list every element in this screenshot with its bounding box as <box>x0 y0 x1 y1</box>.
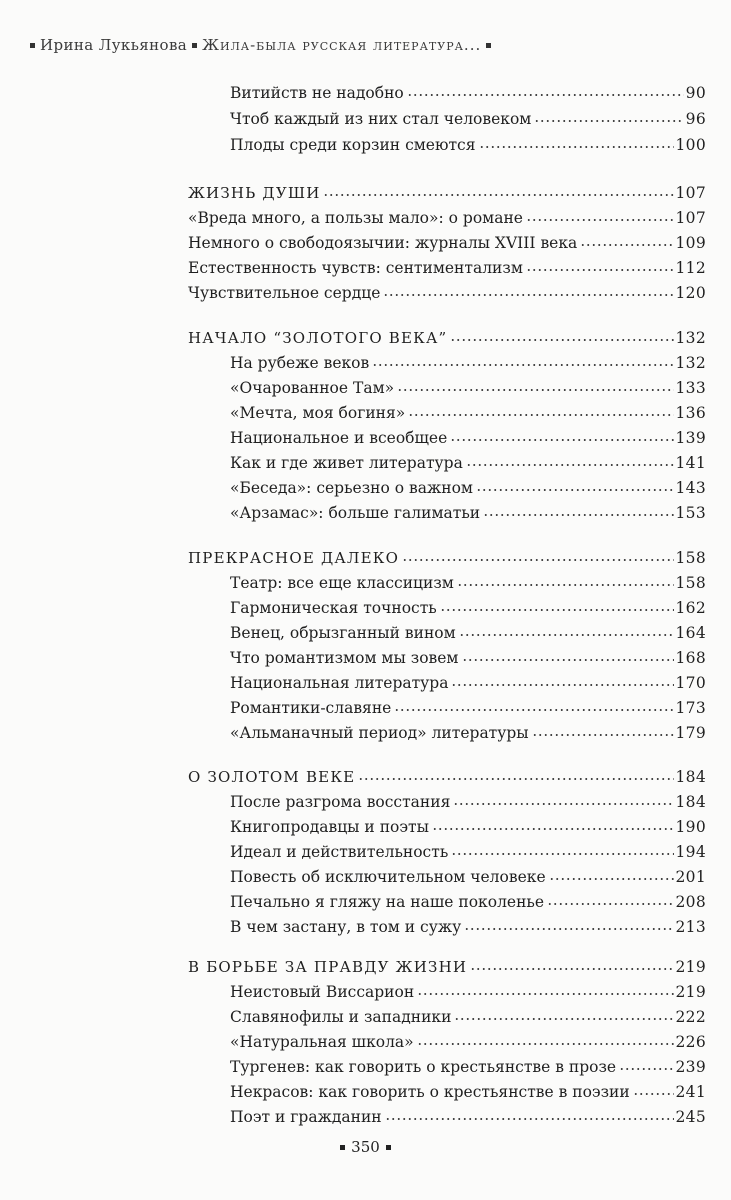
dot-leader <box>383 278 673 298</box>
toc-entry <box>230 593 706 618</box>
toc-entry <box>230 1052 706 1077</box>
toc-entry <box>230 977 706 1002</box>
dot-leader <box>450 423 673 443</box>
toc-entry-page: 133 <box>675 379 706 397</box>
toc-entry-page: 107 <box>675 184 706 202</box>
dot-leader <box>453 787 673 807</box>
toc-entry-title: После разгрома восстания <box>230 793 451 811</box>
running-head <box>30 36 496 54</box>
dot-leader <box>633 1077 674 1097</box>
toc-entry-title: НАЧАЛО “ЗОЛОТОГО ВЕКА” <box>188 329 448 347</box>
toc-entry <box>230 104 706 129</box>
square-bullet-icon <box>340 1145 345 1150</box>
dot-leader <box>440 593 674 613</box>
toc-entry <box>230 1002 706 1027</box>
toc-entry <box>230 398 706 423</box>
dot-leader <box>459 618 674 638</box>
toc-entry-title: Национальная литература <box>230 674 449 692</box>
toc-entry <box>230 862 706 887</box>
dot-leader <box>483 498 673 518</box>
toc-entry-title: Неистовый Виссарион <box>230 983 415 1001</box>
toc-entry-title: Естественность чувств: сентиментализм <box>188 259 523 277</box>
toc-entry-page: 173 <box>675 699 706 717</box>
toc-entry <box>230 78 706 103</box>
dot-leader <box>464 912 673 932</box>
toc-entry <box>230 887 706 912</box>
toc-entry <box>230 130 706 155</box>
toc-entry-title: ЖИЗНЬ ДУШИ <box>188 184 321 202</box>
toc-entry-page: 109 <box>675 234 706 252</box>
toc-entry-page: 226 <box>675 1033 706 1051</box>
page-number-value: 350 <box>351 1138 380 1156</box>
toc-entry <box>230 423 706 448</box>
toc-entry-title: Плоды среди корзин смеются <box>230 136 476 154</box>
toc-entry <box>230 348 706 373</box>
toc-entry-page: 120 <box>675 284 706 302</box>
toc-entry-title: Романтики-славяне <box>230 699 392 717</box>
toc-entry-title: В чем застану, в том и сужу <box>230 918 462 936</box>
toc-entry-title: «Беседа»: серьезно о важном <box>230 479 473 497</box>
toc-entry-title: «Альманачный период» литературы <box>230 724 529 742</box>
dot-leader <box>451 668 673 688</box>
square-bullet-icon <box>192 43 197 48</box>
toc-entry-title: Книгопродавцы и поэты <box>230 818 429 836</box>
toc-entry-title: Театр: все еще классицизм <box>230 574 454 592</box>
dot-leader <box>476 473 674 493</box>
toc-entry-title: «Арзамас»: больше галиматьи <box>230 504 481 522</box>
book-title: Жила-была русская литература... <box>202 36 482 54</box>
dot-leader <box>417 1027 674 1047</box>
dot-leader <box>547 887 673 907</box>
dot-leader <box>580 228 673 248</box>
toc-entry-page: 219 <box>675 983 706 1001</box>
dot-leader <box>619 1052 673 1072</box>
toc-section-entry <box>188 543 706 568</box>
dot-leader <box>462 643 674 663</box>
toc-entry-title: Печально я гляжу на наше поколенье <box>230 893 545 911</box>
toc-entry-page: 132 <box>675 354 706 372</box>
toc-entry-page: 162 <box>675 599 706 617</box>
toc-entry <box>188 203 706 228</box>
dot-leader <box>466 448 674 468</box>
toc-entry <box>230 812 706 837</box>
author-name: Ирина Лукьянова <box>40 36 188 54</box>
toc-entry <box>230 1102 706 1127</box>
toc-entry-page: 194 <box>675 843 706 861</box>
toc-entry <box>230 643 706 668</box>
toc-entry-title: Как и где живет литература <box>230 454 463 472</box>
toc-entry-page: 96 <box>685 110 706 128</box>
toc-entry-page: 184 <box>675 768 706 786</box>
toc-entry-title: Витийств не надобно <box>230 84 404 102</box>
toc-entry-page: 208 <box>675 893 706 911</box>
dot-leader <box>457 568 674 588</box>
toc-entry <box>230 1027 706 1052</box>
dot-leader <box>451 837 673 857</box>
dot-leader <box>407 78 684 98</box>
toc-entry-title: Немного о свободоязычии: журналы XVIII века <box>188 234 578 252</box>
toc-entry-title: Славянофилы и западники <box>230 1008 452 1026</box>
toc-entry-title: «Натуральная школа» <box>230 1033 414 1051</box>
toc-entry-title: «Вреда много, а пользы мало»: о романе <box>188 209 523 227</box>
toc-entry <box>230 912 706 937</box>
toc-entry-page: 132 <box>675 329 706 347</box>
toc-entry-title: «Мечта, моя богиня» <box>230 404 406 422</box>
dot-leader <box>394 693 673 713</box>
dot-leader <box>397 373 673 393</box>
square-bullet-icon <box>386 1145 391 1150</box>
dot-leader <box>450 323 673 343</box>
toc-entry-page: 170 <box>675 674 706 692</box>
toc-entry-title: Гармоническая точность <box>230 599 437 617</box>
toc-entry <box>230 693 706 718</box>
toc-entry-page: 112 <box>675 259 706 277</box>
toc-entry <box>230 718 706 743</box>
toc-entry-title: О ЗОЛОТОМ ВЕКЕ <box>188 768 356 786</box>
toc-entry <box>230 837 706 862</box>
toc-entry <box>188 253 706 278</box>
toc-entry <box>230 373 706 398</box>
toc-entry-page: 219 <box>675 958 706 976</box>
dot-leader <box>417 977 673 997</box>
toc-entry-page: 201 <box>675 868 706 886</box>
dot-leader <box>534 104 683 124</box>
dot-leader <box>532 718 674 738</box>
dot-leader <box>526 253 674 273</box>
toc-entry-title: Некрасов: как говорить о крестьянстве в поэзии <box>230 1083 630 1101</box>
toc-entry-title: Национальное и всеобщее <box>230 429 448 447</box>
toc-entry <box>230 787 706 812</box>
dot-leader <box>323 178 673 198</box>
toc-entry-title: ПРЕКРАСНОЕ ДАЛЕКО <box>188 549 400 567</box>
page-number <box>0 1138 731 1156</box>
toc-entry-page: 139 <box>675 429 706 447</box>
toc-entry-title: Тургенев: как говорить о крестьянстве в прозе <box>230 1058 617 1076</box>
toc-entry <box>230 668 706 693</box>
toc-entry-page: 143 <box>675 479 706 497</box>
toc-section-entry <box>188 178 706 203</box>
dot-leader <box>408 398 673 418</box>
dot-leader <box>479 130 674 150</box>
toc-entry <box>230 618 706 643</box>
toc-section-entry <box>188 952 706 977</box>
toc-entry-page: 239 <box>675 1058 706 1076</box>
toc-entry <box>188 228 706 253</box>
toc-entry-page: 179 <box>675 724 706 742</box>
toc-entry-page: 213 <box>675 918 706 936</box>
toc-entry <box>230 448 706 473</box>
toc-section-entry <box>188 762 706 787</box>
toc-entry <box>188 278 706 303</box>
dot-leader <box>385 1102 674 1122</box>
toc-entry-page: 158 <box>675 549 706 567</box>
toc-entry-title: Чтоб каждый из них стал человеком <box>230 110 532 128</box>
toc-entry-page: 241 <box>675 1083 706 1101</box>
square-bullet-icon <box>30 43 35 48</box>
toc-entry-page: 153 <box>675 504 706 522</box>
dot-leader <box>372 348 673 368</box>
toc-entry-title: Идеал и действительность <box>230 843 449 861</box>
toc-entry <box>230 473 706 498</box>
toc-entry-page: 141 <box>675 454 706 472</box>
toc-entry-page: 164 <box>675 624 706 642</box>
toc-entry-page: 158 <box>675 574 706 592</box>
toc-entry-title: Повесть об исключительном человеке <box>230 868 546 886</box>
toc-entry <box>230 498 706 523</box>
toc-entry-title: На рубеже веков <box>230 354 370 372</box>
dot-leader <box>358 762 673 782</box>
dot-leader <box>454 1002 673 1022</box>
toc-entry <box>230 568 706 593</box>
toc-entry <box>230 1077 706 1102</box>
toc-entry-page: 100 <box>675 136 706 154</box>
dot-leader <box>402 543 673 563</box>
toc-entry-page: 222 <box>675 1008 706 1026</box>
square-bullet-icon <box>486 43 491 48</box>
toc-entry-title: Что романтизмом мы зовем <box>230 649 459 667</box>
dot-leader <box>470 952 673 972</box>
dot-leader <box>432 812 674 832</box>
dot-leader <box>549 862 674 882</box>
toc-entry-page: 245 <box>675 1108 706 1126</box>
toc-entry-title: В БОРЬБЕ ЗА ПРАВДУ ЖИЗНИ <box>188 958 468 976</box>
toc-entry-title: Чувствительное сердце <box>188 284 381 302</box>
toc-entry-title: Венец, обрызганный вином <box>230 624 456 642</box>
toc-entry-page: 107 <box>675 209 706 227</box>
toc-entry-title: «Очарованное Там» <box>230 379 395 397</box>
toc-entry-page: 190 <box>675 818 706 836</box>
toc-entry-page: 90 <box>685 84 706 102</box>
toc-entry-title: Поэт и гражданин <box>230 1108 382 1126</box>
toc-entry-page: 136 <box>675 404 706 422</box>
toc-entry-page: 184 <box>675 793 706 811</box>
toc-section-entry <box>188 323 706 348</box>
toc-entry-page: 168 <box>675 649 706 667</box>
dot-leader <box>526 203 674 223</box>
